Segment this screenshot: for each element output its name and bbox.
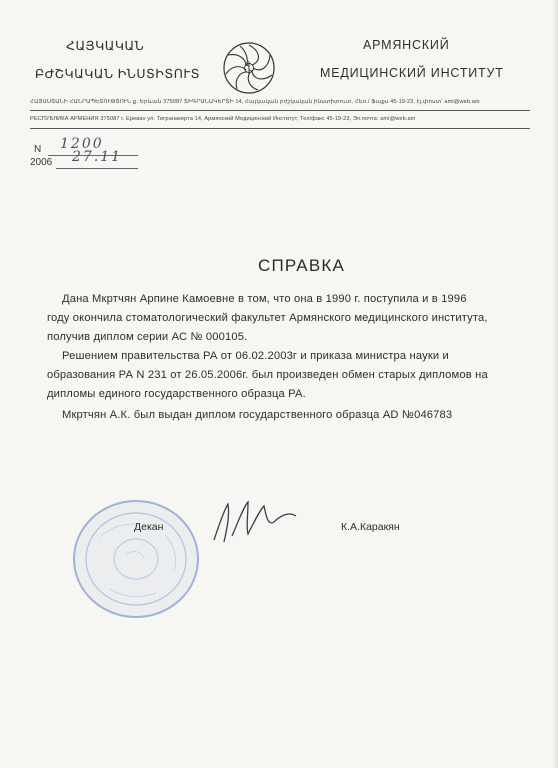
body-line-1: Дана Мкртчян Арпине Камоевне в том, что она в 1990 г. поступила и в 1996 <box>62 293 467 305</box>
body-line-7: Мкртчян А.К. был выдан диплом государственного образца AD №046783 <box>62 409 453 421</box>
registration-number-label: N <box>34 144 42 155</box>
institute-emblem-logo <box>222 41 276 95</box>
scan-edge-shadow <box>552 0 558 768</box>
header-divider-bottom <box>30 128 530 129</box>
registration-date-line <box>56 168 138 169</box>
address-armenian: ՀԱՅԱՍՏԱՆԻ ՀԱՆՐԱՊԵՏՈՒԹՅՈՒՆ ք. Երևան 375087 ՏԻԳՐԱՆԱԿԵՐՏԻ 14, Հայկական բժշկական ինստիտուտ, Հեռ./ Ֆաքս 45-19-23, էլ.փոստ՝ ami@web.am <box>30 99 480 105</box>
document-title: СПРАВКА <box>258 256 346 275</box>
registration-year-label: 2006 <box>30 157 53 168</box>
body-line-2: году окончила стоматологический факультет Армянского медицинского института, <box>47 312 488 324</box>
header-russian-line1: АРМЯНСКИЙ <box>363 38 450 52</box>
handwritten-signature <box>208 492 304 546</box>
body-line-5: образования РА N 231 от 26.05.2006г. был произведен обмен старых дипломов на <box>47 369 488 381</box>
header-armenian-line2: ԲԺՇԿԱԿԱՆ ԻՆՍՏԻՏՈՒՏ <box>35 67 200 81</box>
body-line-6: дипломы единого государственного образца РА. <box>47 388 306 400</box>
signature-name: К.А.Каракян <box>341 521 400 533</box>
registration-number-value: 1200 <box>60 136 104 152</box>
address-russian: РЕСПУБЛИКА АРМЕНИЯ 375087 г. Ереван ул. Тигранакерта 14, Армянский Медицинский Институт, Тел/факс 45-19-23, Эл.почта: ami@web.am <box>30 116 416 122</box>
header-divider-top <box>30 110 530 111</box>
registration-date-value: 27.11 <box>72 149 123 165</box>
header-armenian-line1: ՀԱՅԿԱԿԱՆ <box>66 39 145 53</box>
official-stamp-seal <box>70 497 202 621</box>
signature-role-dean: Декан <box>134 521 164 533</box>
header-russian-line2: МЕДИЦИНСКИЙ ИНСТИТУТ <box>320 66 504 80</box>
body-line-4: Решением правительства РА от 06.02.2003г и приказа министра науки и <box>62 350 449 362</box>
body-line-3: получив диплом серии АС № 000105. <box>47 331 248 343</box>
